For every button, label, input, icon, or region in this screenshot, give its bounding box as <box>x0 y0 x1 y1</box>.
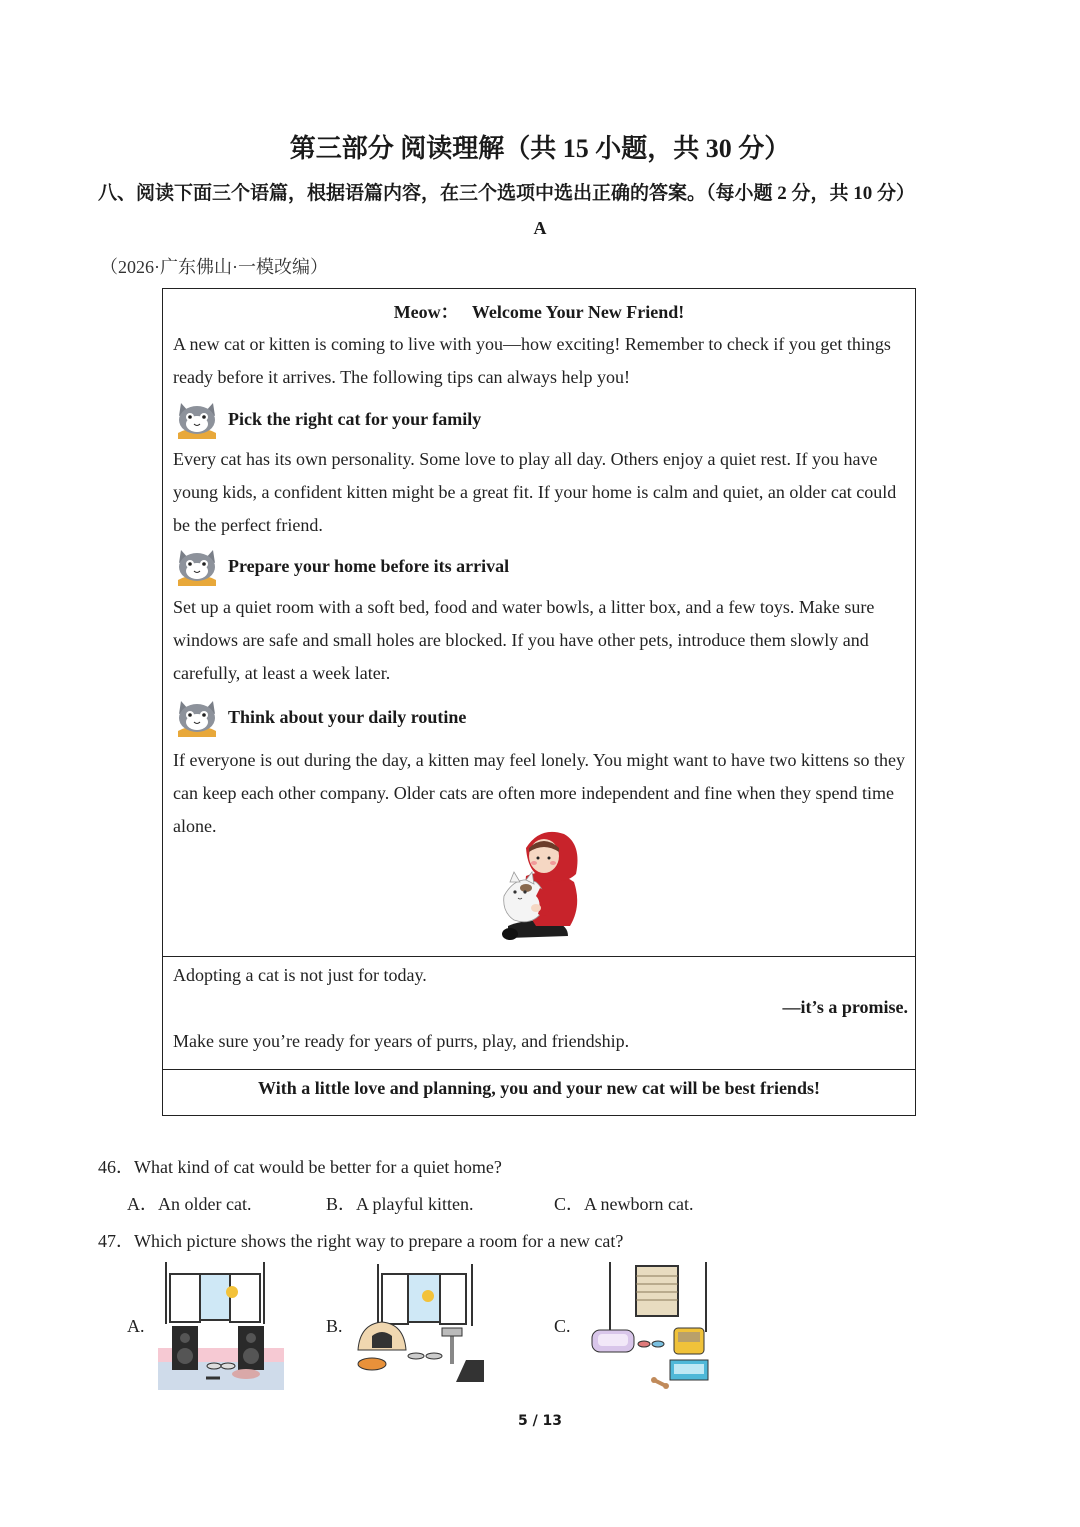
option-text: A newborn cat. <box>584 1194 694 1214</box>
cat-face-icon <box>172 399 222 439</box>
box-divider <box>162 1069 916 1070</box>
option-label: A． <box>127 1194 158 1214</box>
option-text: A playful kitten. <box>356 1194 474 1214</box>
source-note: （2026·广东佛山·一模改编） <box>100 257 328 277</box>
promise-line: —it’s a promise. <box>782 997 908 1017</box>
tip-heading-row <box>172 546 509 586</box>
question-number: 47． <box>98 1231 134 1251</box>
picture-option-b[interactable] <box>356 1264 484 1382</box>
part-title: 第三部分 阅读理解（共 15 小题，共 30 分） <box>289 134 791 163</box>
option-c[interactable] <box>554 1190 693 1216</box>
tip-body: Set up a quiet room with a soft bed, food and water bowls, a litter box, and a few toys. Make sure windows are safe and small holes are blocked. If you have other pets, introduce them slowly and carefully, at least a week later. <box>173 597 875 683</box>
box-divider <box>162 956 916 957</box>
question-text: Which picture shows the right way to prepare a room for a new cat? <box>134 1231 624 1251</box>
picture-option-c-label[interactable]: C. <box>554 1316 571 1336</box>
option-text: An older cat. <box>158 1194 252 1214</box>
picture-option-a[interactable] <box>158 1262 284 1390</box>
passage-title: Meow： Welcome Your New Friend! <box>393 302 685 322</box>
tip-heading: Pick the right cat for your family <box>228 408 482 429</box>
tip-heading: Prepare your home before its arrival <box>228 555 510 576</box>
option-label: C． <box>554 1194 585 1214</box>
cat-face-icon <box>172 546 222 586</box>
tip-body: If everyone is out during the day, a kitten may feel lonely. You might want to have two kittens so they can keep each other company. Older cats are often more independent and fine when they spend time alone. <box>173 750 906 836</box>
option-a[interactable] <box>127 1190 251 1216</box>
question-text: What kind of cat would be better for a quiet home? <box>134 1157 502 1177</box>
option-b[interactable] <box>326 1190 474 1216</box>
passage-letter: A <box>533 218 547 238</box>
girl-hugging-cat-illustration <box>496 826 586 942</box>
picture-option-a-label[interactable]: A. <box>127 1316 145 1336</box>
section-instruction: 八、阅读下面三个语篇，根据语篇内容，在三个选项中选出正确的答案。（每小题 2 分，共 10 分） <box>98 183 916 204</box>
cat-face-icon <box>172 697 222 737</box>
tip-heading-row <box>172 399 481 439</box>
tip-body: Every cat has its own personality. Some love to play all day. Others enjoy a quiet rest. If you have young kids, a confident kitten might be a great fit. If your home is calm and quiet, an older cat could be the perfect friend. <box>173 449 897 535</box>
closing-line: With a little love and planning, you and your new cat will be best friends! <box>258 1078 820 1098</box>
picture-option-c[interactable] <box>586 1262 716 1390</box>
page-number: 5 / 13 <box>517 1413 563 1429</box>
adoption-line: Adopting a cat is not just for today. <box>173 965 427 985</box>
tip-heading: Think about your daily routine <box>228 706 467 727</box>
picture-option-b-label[interactable]: B. <box>326 1316 343 1336</box>
tip-heading-row <box>172 697 466 737</box>
ready-line: Make sure you’re ready for years of purrs, play, and friendship. <box>173 1031 630 1051</box>
question-46 <box>98 1153 502 1179</box>
question-47 <box>98 1227 623 1253</box>
intro-paragraph: A new cat or kitten is coming to live with you—how exciting! Remember to check if you get things ready before it arrives. The following tips can always help you! <box>173 334 891 387</box>
question-number: 46． <box>98 1157 134 1177</box>
option-label: B． <box>326 1194 357 1214</box>
